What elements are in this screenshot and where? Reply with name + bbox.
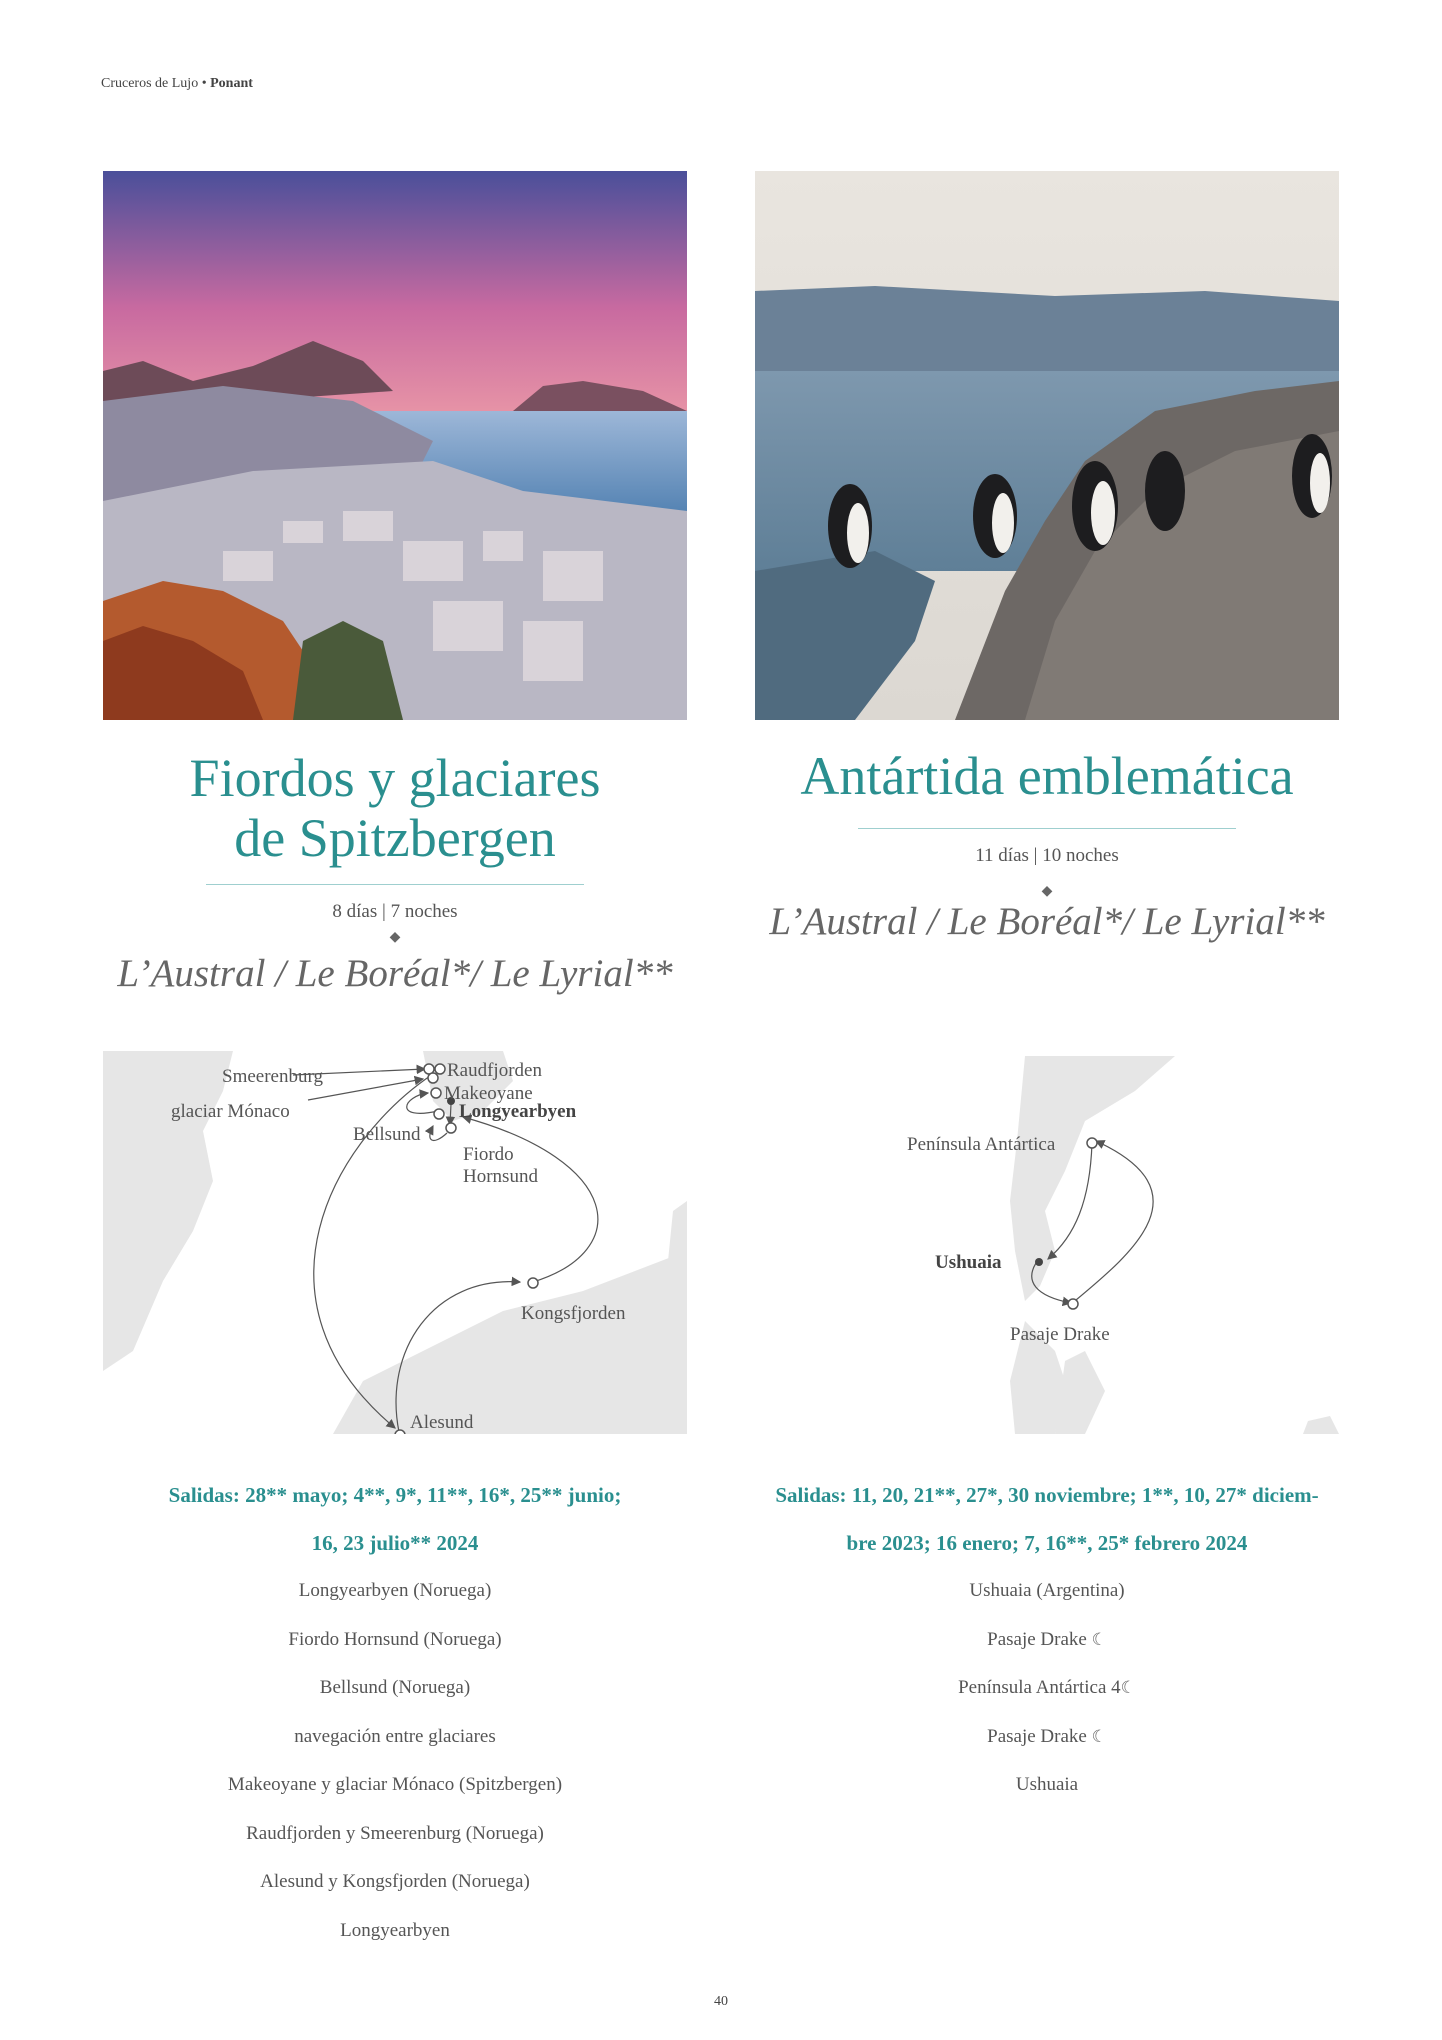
- brand-name: Ponant: [210, 76, 253, 91]
- itinerary-item: Pasaje Drake ☾: [987, 1628, 1107, 1650]
- cruise-card-antartida: [755, 171, 1339, 944]
- moon-icon: ☾: [1091, 1726, 1107, 1746]
- section-name: Cruceros de Lujo: [101, 76, 199, 91]
- itinerary-item: Pasaje Drake ☾: [987, 1725, 1107, 1747]
- page-number: 40: [714, 1994, 728, 2009]
- cruise-title: [103, 748, 687, 868]
- label-alesund: Alesund: [410, 1412, 474, 1433]
- itinerary-item: Ushuaia (Argentina): [969, 1580, 1125, 1601]
- label-longyearbyen: Longyearbyen: [459, 1101, 577, 1122]
- stop-peninsula: [1087, 1138, 1097, 1148]
- stop-ushuaia: [1035, 1258, 1043, 1266]
- stop-hornsund: [446, 1123, 456, 1133]
- label-hornsund: Hornsund: [463, 1166, 538, 1187]
- cruise-card-spitzbergen: [103, 171, 687, 996]
- departures-line-1: Salidas: 28** mayo; 4**, 9*, 11**, 16*, 25** junio;: [168, 1483, 622, 1507]
- running-header: [101, 76, 253, 92]
- stop-makeoyane: [431, 1088, 441, 1098]
- itinerary-item: Makeoyane y glaciar Mónaco (Spitzbergen): [227, 1774, 563, 1795]
- label-glaciar: glaciar Mónaco: [171, 1101, 290, 1122]
- moon-icon: ☾: [1091, 1629, 1107, 1649]
- route-map-spitzbergen: [103, 1051, 687, 1434]
- label-makeoyane: Makeoyane: [444, 1083, 533, 1104]
- label-kongsfjorden: Kongsfjorden: [521, 1303, 626, 1324]
- stop-alesund: [395, 1430, 405, 1434]
- title-line-2: de Spitzbergen: [234, 808, 556, 868]
- ship-names: L’Austral / Le Boréal*/ Le Lyrial**: [769, 900, 1325, 943]
- itinerary-item: Longyearbyen: [340, 1919, 450, 1941]
- itinerary-item: Bellsund (Noruega): [319, 1677, 471, 1698]
- itinerary-item: Longyearbyen (Noruega): [298, 1580, 492, 1601]
- title-divider: [858, 828, 1236, 829]
- departures-line-1: Salidas: 11, 20, 21**, 27*, 30 noviembre; 1**, 10, 27* diciem-: [775, 1483, 1319, 1507]
- cruise-title: Antártida emblemática: [800, 746, 1294, 806]
- title-divider: [206, 884, 584, 885]
- duration: 11 días | 10 noches: [975, 845, 1119, 866]
- itinerary-spitzbergen: [103, 1567, 687, 1955]
- label-fiordo: Fiordo: [463, 1144, 514, 1165]
- header-separator: •: [201, 76, 207, 91]
- itinerary-item: Fiordo Hornsund (Noruega): [288, 1628, 502, 1650]
- departures-antartida: [747, 1471, 1347, 1567]
- label-peninsula: Península Antártica: [907, 1134, 1056, 1155]
- moon-icon: ☾: [1120, 1678, 1136, 1697]
- departures-spitzbergen: [95, 1471, 695, 1567]
- ship-names: L’Austral / Le Boréal*/ Le Lyrial**: [117, 952, 673, 995]
- route-map-antartida: [755, 1051, 1339, 1434]
- photo-penguins: [755, 171, 1339, 720]
- departures-line-2: 16, 23 julio** 2024: [311, 1531, 479, 1555]
- itinerary-item: Península Antártica 4☾: [958, 1677, 1136, 1698]
- label-raudfjorden: Raudfjorden: [447, 1060, 542, 1081]
- label-drake: Pasaje Drake: [1010, 1324, 1110, 1345]
- duration: 8 días | 7 noches: [332, 901, 458, 922]
- itinerary-item: navegación entre glaciares: [294, 1725, 496, 1747]
- itinerary-antartida: [755, 1567, 1339, 1810]
- itinerary-item: Ushuaia: [1015, 1774, 1079, 1795]
- itinerary-item: Raudfjorden y Smeerenburg (Noruega): [246, 1822, 544, 1844]
- label-bellsund: Bellsund: [353, 1124, 421, 1145]
- departures-line-2: bre 2023; 16 enero; 7, 16**, 25* febrero 2024: [846, 1531, 1248, 1555]
- stop-drake: [1068, 1299, 1078, 1309]
- stop-kongsfjorden: [528, 1278, 538, 1288]
- itinerary-item: Alesund y Kongsfjorden (Noruega): [260, 1871, 530, 1892]
- label-smeerenburg: Smeerenburg: [222, 1066, 323, 1087]
- label-ushuaia: Ushuaia: [935, 1252, 1002, 1273]
- photo-alesund-sunset: [103, 171, 687, 720]
- title-line-1: Fiordos y glaciares: [189, 748, 601, 808]
- diamond-ornament: ◆: [1041, 883, 1053, 899]
- stop-bellsund: [434, 1109, 444, 1119]
- diamond-ornament: ◆: [389, 929, 401, 945]
